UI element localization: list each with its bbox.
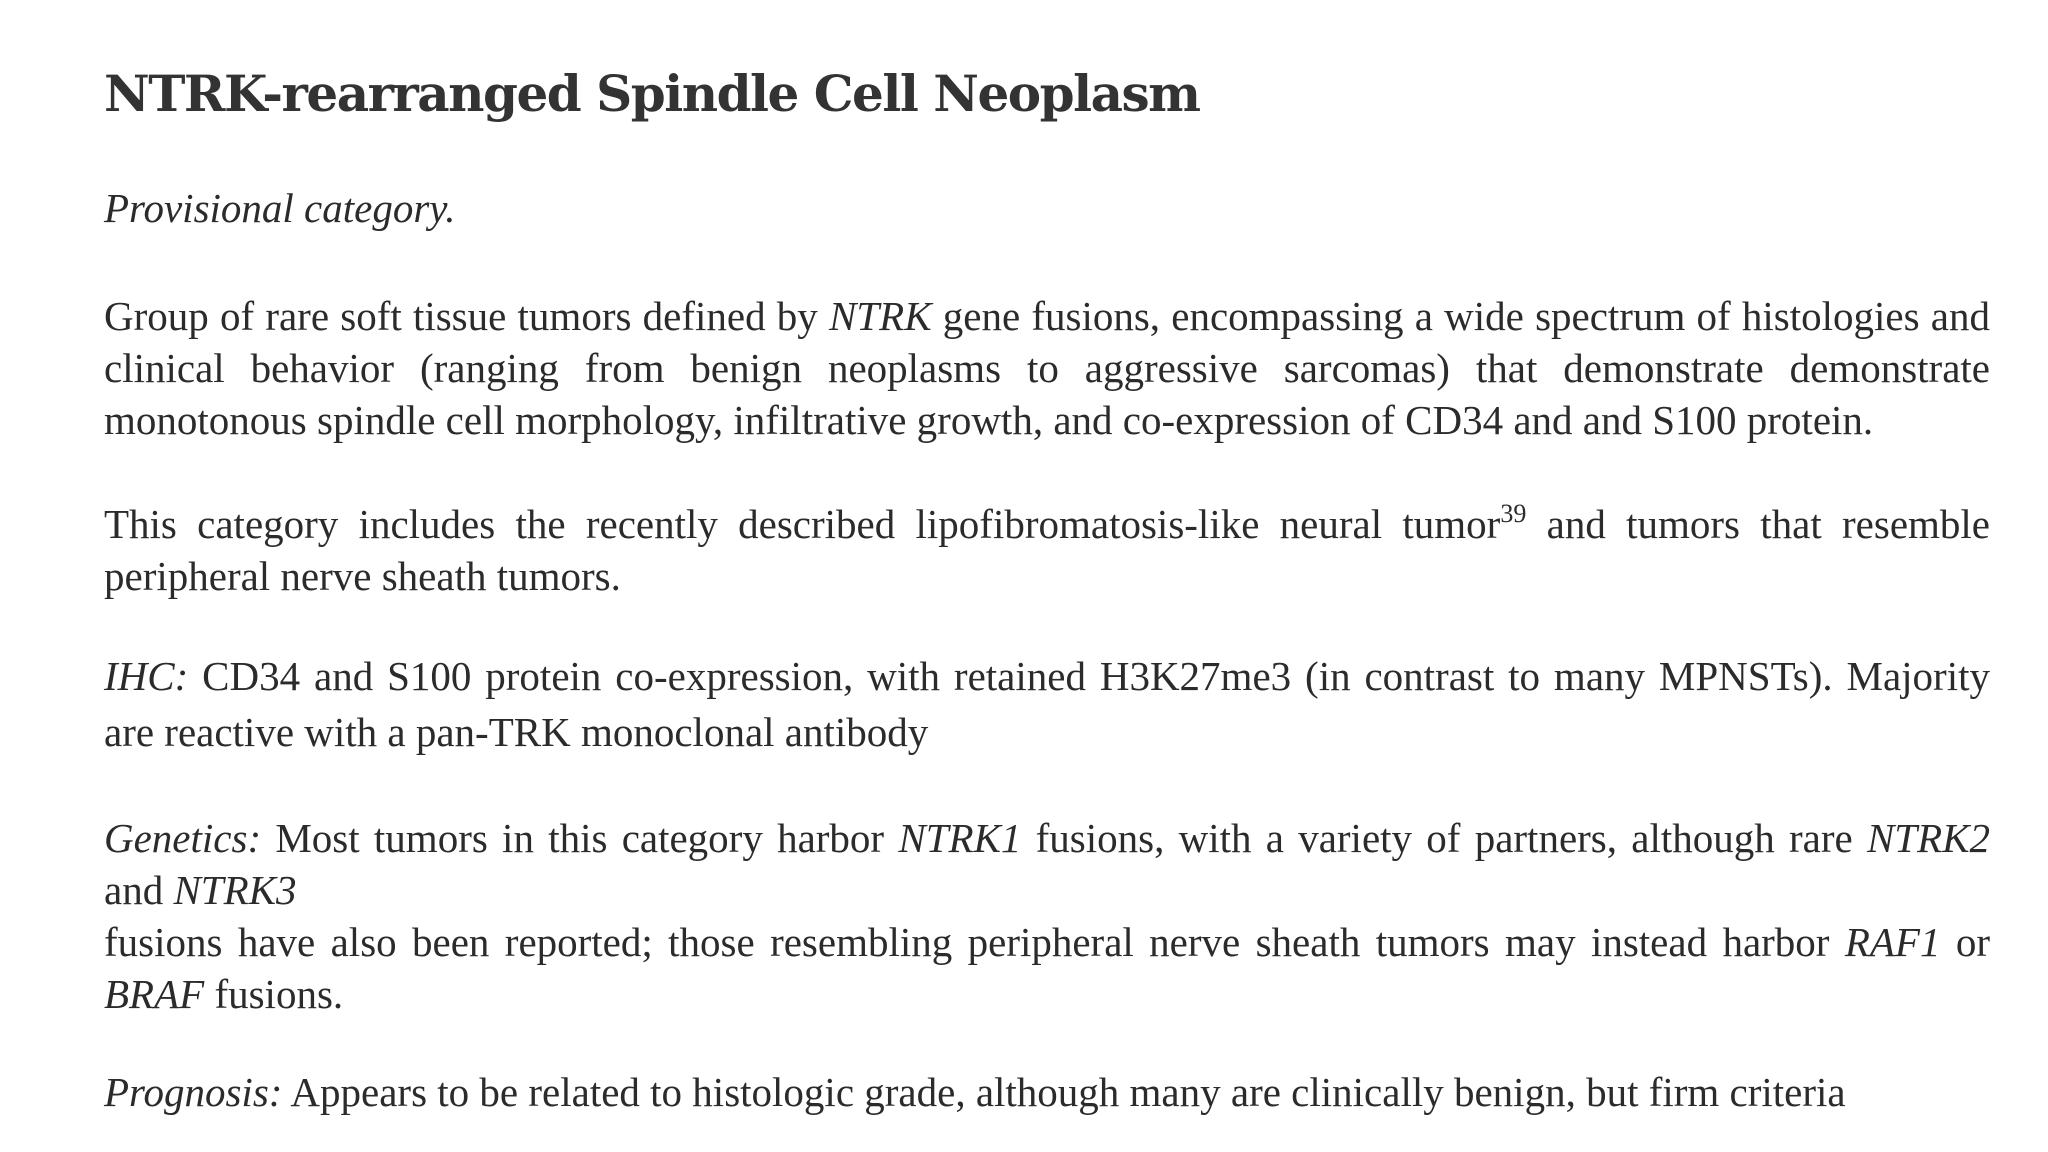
- ihc-text: CD34 and S100 protein co-expression, with retained H3K27me3 (in contrast to many MPNSTs). Majority are reactive with a pan-TRK monoclonal antibody: [104, 653, 1990, 755]
- prognosis-text: Appears to be related to histologic grade, although many are clinically benign, but firm criteria: [282, 1069, 1846, 1115]
- genetics-text-5: or: [1940, 919, 1990, 965]
- definition-gene: NTRK: [829, 293, 932, 339]
- category-text-1: This category includes the recently described lipofibromatosis-like neural tumor: [104, 501, 1501, 547]
- prognosis-paragraph: [104, 1066, 1990, 1118]
- page-title: NTRK-rearranged Spindle Cell Neoplasm: [104, 64, 1200, 123]
- genetics-gene-3: NTRK3: [173, 867, 297, 913]
- reference-superscript: 39: [1500, 499, 1527, 528]
- category-text-2: and tumors that resemble peripheral nerve sheath tumors.: [104, 501, 1990, 599]
- genetics-gene-2: NTRK2: [1866, 815, 1990, 861]
- genetics-text-2: fusions, with a variety of partners, although rare: [1021, 815, 1867, 861]
- provisional-note: Provisional category.: [104, 185, 456, 231]
- ihc-paragraph: [104, 648, 1990, 760]
- genetics-label: Genetics:: [104, 815, 262, 861]
- definition-paragraph: [104, 290, 1990, 446]
- genetics-text-4: fusions have also been reported; those resembling peripheral nerve sheath tumors may instead harbor: [104, 919, 1845, 965]
- genetics-continuation: [104, 916, 1990, 1020]
- genetics-gene-1: NTRK1: [898, 815, 1022, 861]
- genetics-text-1: Most tumors in this category harbor: [261, 815, 899, 861]
- genetics-text-6: fusions.: [204, 971, 344, 1017]
- genetics-paragraph: [104, 812, 1990, 1020]
- definition-text-1: Group of rare soft tissue tumors defined by: [104, 293, 829, 339]
- ihc-label: IHC:: [104, 653, 189, 699]
- genetics-text-3: and: [104, 867, 174, 913]
- prognosis-label: Prognosis:: [104, 1069, 283, 1115]
- category-paragraph: [104, 498, 1990, 602]
- definition-text-2: gene fusions, encompassing a wide spectrum of histologies and clinical behavior (ranging from benign neoplasms to aggressive sarcomas) that demonstrate demonstrate monotonous spindle cell morphology, infiltrative growth, and co-expression of CD34 and and S100 protein.: [104, 293, 1990, 443]
- genetics-gene-5: BRAF: [104, 971, 205, 1017]
- document-page: [104, 62, 1990, 1118]
- genetics-gene-4: RAF1: [1844, 919, 1941, 965]
